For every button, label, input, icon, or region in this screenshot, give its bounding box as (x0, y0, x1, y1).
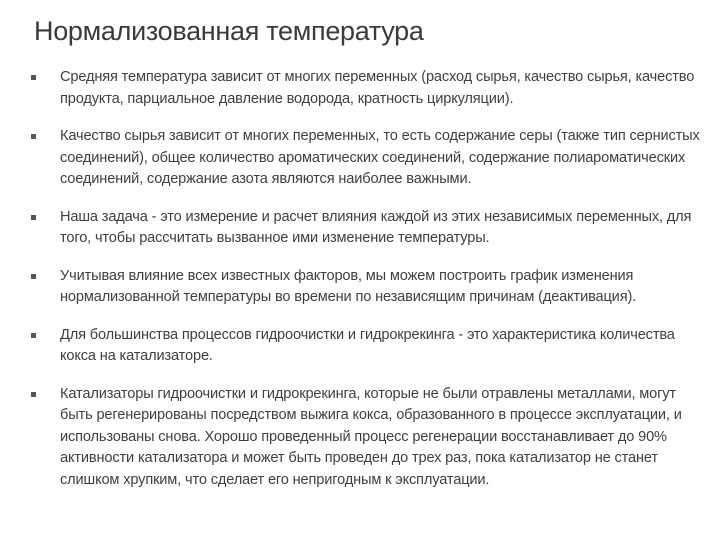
square-bullet-icon (31, 333, 36, 338)
page-title: Нормализованная температура (34, 16, 424, 46)
bullet-item (30, 126, 700, 191)
square-bullet-icon (31, 392, 36, 397)
bullet-item (30, 325, 700, 368)
square-bullet-icon (31, 75, 36, 80)
square-bullet-icon (31, 134, 36, 139)
bullet-text: Учитывая влияние всех известных факторов, мы можем построить график изменения нормализованной температуры во времени по независящим причинам (деактивация). (60, 267, 637, 305)
bullet-text: Качество сырья зависит от многих переменных, то есть содержание серы (также тип сернистых соединений), общее количество ароматических соединений, содержание полиароматических соединений, содержание азота являются наиболее важными. (60, 128, 700, 187)
square-bullet-icon (31, 274, 36, 279)
bullet-text: Для большинства процессов гидроочистки и гидрокрекинга - это характеристика количества кокса на катализаторе. (60, 326, 675, 364)
bullet-text: Катализаторы гидроочистки и гидрокрекинга, которые не были отравлены металлами, могут быть регенерированы посредством выжига кокса, образованного в процессе эксплуатации, и использованы снова. Хорошо проведенный процесс регенерации восстанавливает до 90% активности катализатора и может быть проведен до трех раз, пока катализатор не станет слишком хрупким, что сделает его непригодным к эксплуатации. (60, 385, 682, 488)
bullet-item (30, 207, 700, 250)
bullet-text: Средняя температура зависит от многих переменных (расход сырья, качество сырья, качество продукта, парциальное давление водорода, кратность циркуляции). (60, 69, 695, 107)
bullet-item (30, 384, 700, 492)
square-bullet-icon (31, 215, 36, 220)
bullet-item (30, 266, 700, 309)
bullet-item (30, 67, 700, 110)
bullet-list (30, 67, 700, 491)
bullet-text: Наша задача - это измерение и расчет влияния каждой из этих независимых переменных, для того, чтобы рассчитать вызванное ими изменение температуры. (60, 208, 692, 246)
